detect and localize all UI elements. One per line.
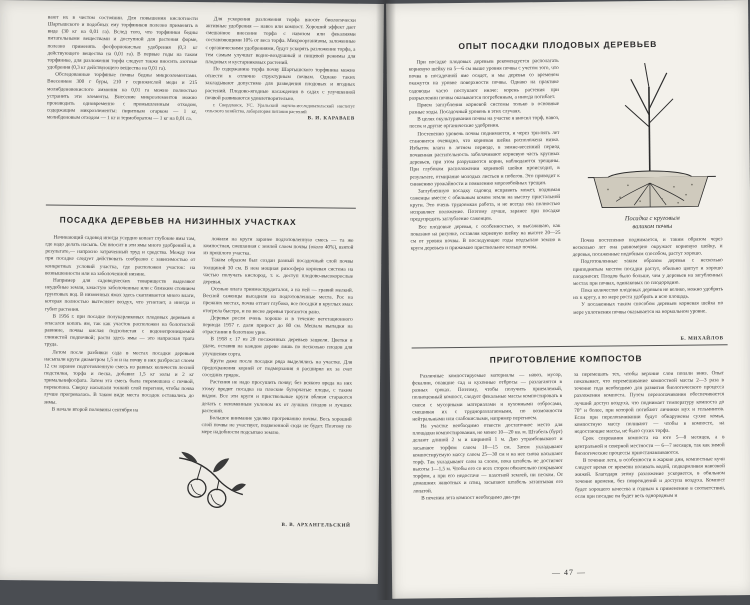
figure-caption: [584, 214, 720, 231]
article-signature: В. В. АРХАНГЕЛЬСКИЙ: [281, 522, 351, 529]
paragraph: вают их в чистом состоянии. Для повышения кислотности Шартышского и подобных ему торфяников полезно применять в виде (30 кг на 0,01 га). Вслед того, что торфяники бедны питательными веществами и доступной для растения форме, полезно применять фосфорнокислые удобрения (0,3 кг действующего вещества на 0,01 га). В первые годы на таком торфянике, для разложения торфа следует также вносить азотные удобрения (0,3 кг действующего вещества на 0,01 га).: [47, 14, 198, 72]
paragraph: Круги даже после посадки ряда выделялись на участке. Для предохранения корней от подмерзания я расширял их за счет соседних грядок.: [202, 357, 353, 379]
paragraph: ложили на круги заранее подготовленную смесь — та же компостная, смешанная с землей слоем почвы (около 40%), взятой из прошлого участка.: [203, 236, 354, 257]
paragraph: Срок созревания компоста на юге 5—8 месяцев, а в центральной и северной местности — 6—7 месяцев, так как зимой биологические процессы приостанавливаются.: [574, 434, 725, 457]
paragraph: При посадке плодовых деревьев рекомендуется располагать корневую шейку на 5—6 см выше уровня почвы с учетом того, что почва в посадочной яме осядет, и мы деревья со временем окажутся на уровне поверхности почвы. Однако на практике садоводы часто поступают иначе: корень растения при разрыхлении почвы оказывается погребенным, а иногда погибает.: [408, 57, 559, 102]
paragraph: Пока количество плодовых деревьев не велико, можно удобрять их к кругу, а по мере роста удобрять и всю площадь.: [573, 286, 724, 302]
paragraph: Например для садоводческих товариществ выделяют неудобные земли, зачастую заболоченные или с близким стоянием грунтовых вод. В низменных ямах здесь скапливается много влаги, которая полностью вытесняет воздух, что угнетает, а иногда и губит растения.: [44, 277, 196, 313]
paragraph: В целях окультуривания почвы на участке я вносил торф, навоз, песок и другие органические удобрения.: [409, 115, 560, 130]
section-divider: [46, 204, 356, 208]
paragraph: Подготовленные таким образом деревья с несколько приподнятым местом посадки растут, обильно цветут и хорошо плодоносят. Плодов было больше, чем у деревьев на загубленных местах при почвах, одинаковых по плодородию.: [572, 257, 723, 287]
paragraph: Постепенно уровень почвы поднимается, и через три-пять лет становится очевидно, что корневая шейка расположена низко. Избыток влаги в летнем периоде, в зимне-весенний период почвенная растительность заболачивают корневую часть крупных деревьев, при этом разрушаются корни, наблюдаются трещины. При глубоком расположении корневой шейки происходит, в результате, отмирание молодых листьев и побегов. Это приводит к снижению урожайности и появлению морозобойных трещин.: [409, 129, 560, 188]
paragraph: В течение лета, в особенности в жаркие дни, компостные кучи следует время от времени поливать водой, подкармливая навозной жижей. Благодаря этому разложение ускоряется, в обильном течение времени, без повреждений и доступа воздуха. Компост будет хорошего качества и годным к применению в соответствии, если при посадке он будет весь однородным и: [574, 456, 726, 500]
paragraph: В начале второй половины сентября на: [51, 406, 139, 414]
article-title: ПОСАДКА ДЕРЕВЬЕВ НА НИЗИННЫХ УЧАСТКАХ: [59, 214, 297, 228]
paragraph: Начинающий садовод иногда усердно копает глубокие ямы там, где надо делать насыпь. Он вносит в эти ямы много удобрений и, в результате,— напрасно затраченный труд и средства. Между тем при посадке следует действовать сообразно с зависимостью от конкретных условий участка, где расположен участок: на возвышенности или на заболоченной низине.: [45, 234, 196, 278]
article-signature: Б. МИХАЙЛОВ: [680, 336, 724, 342]
paragraph: На участке необходимо отвести достаточное место для площадки компостирования, не менее 10—20 кв. м. Штабель (бурт) делают длиной 2 м и шириной 1 м. Дно утрамбовывают и засыпают торфом слоем 10—15 см. Затем укладывают компостируемую массу слоем 25—30 см и на нее снова насыпают торф. Так укладывают слои за слоем, пока штабель не достигнет высоты 1—1,5 м. Чтобы его со всех сторон обязательно покрывают торфом, а при его недостаче — пахотной землей, ни песком. От домашних животных и птиц, засыпают штабель затаптывая его лопатой.: [412, 422, 564, 495]
paragraph: Прием заглубления корневой системы только в основные разные ходы. Посадочный уровень в этих случаях.: [409, 100, 560, 116]
paragraph: Большое внимание уделяю прогреванию почвы. Весь хороший слой почвы не участвует, подвезенной сюда не будет. Поэтому по мере надобности подсыпаю землю.: [201, 415, 352, 437]
apple-branch-illustration: [175, 450, 248, 513]
article-title: ОПЫТ ПОСАДКИ ПЛОДОВЫХ ДЕРЕВЬЕВ: [458, 38, 658, 52]
paragraph: Различные компостируемые материалы — навоз, мусор, фекалии, опавшие сад и кухонные отбросы — разлагаются в разных сроках. Поэтому, чтобы получить приемлемый, полноценный компост, следует фекальные массы компостировать в смеси с мусорными материалами и кухонными отбросами, смешивая их с трудноразлагаемыми, по возможности нейтральными или слабокислыми, например перегноем.: [411, 371, 563, 423]
article1-left-column: [409, 58, 562, 320]
article2-right-column: [574, 370, 726, 562]
article2-left-column: [412, 372, 564, 564]
paragraph: Осенью влага тринмоспрудитался, а на ней — гравий мелкий. Весной саженцы высадили на подготовленные места. Рос на прежних местах, почва оттает глубоко, все посадки в круглых ямах отогрела быстро, и по весне деревья трогаются рано.: [202, 286, 354, 315]
section-divider: [412, 344, 728, 348]
article-left-column: [42, 234, 195, 556]
paragraph: Все плодовые деревья, с особенностью, я высаживаю, как показано на рисунке, оставляя корневую шейку на высоте 20—25 см от уровня почвы. В последующие годы подсыпаю землю в круги деревьев и прижимаю приствольное кольцо почвы.: [410, 222, 561, 252]
paragraph: В 1956 г. при посадке полукарликовых плодовых деревьев я опасался копать ям, так как участок расположен на болотистой равнине, почвы кислая подзолистая с водонепроницаемой глинистой подпочвой; расти здесь ямы — это напрасная трата труда.: [44, 313, 195, 348]
paragraph: Для ускорения разложения торфа вносят биологически активные удобрения — навоз или компост. Хороший эффект дает смешанное внесение торфа с навозом или фекалиями составляющими 10% от веса торфа. Микроорганизмы, заложенные с органическими удобрениями, будут ускорять разложение торфа, а тем самым улучшат водно-воздушный и пищевой режимы для плодовых и кустарниковых растений.: [205, 16, 356, 66]
affiliation-note: г. Свердловск, УС. Уральский научно-исследовательский институт сельского хозяйства, лаборатория питания растений: [204, 102, 355, 115]
article-title: ПРИГОТОВЛЕНИЕ КОМПОСТОВ: [489, 353, 643, 365]
paragraph: По содержанию торфа почву Шартышского торфяника можно отнести к отлично структурным почвам. Однако таких закладывают допустимо для разведения плодовых и ягодных растений. Плодово-ягодные насаждения в садах с улучшенной почвой развиваются удовлетворительно.: [204, 66, 356, 102]
paragraph: Деревья росли очень хорошо и в течение вегетационного периода 1957 г. дали прирост до 80 см. Мешала выпадки на отрастании в болотном урне.: [202, 314, 353, 336]
paragraph: В печении лета компост необходимо два-три: [421, 494, 520, 502]
paragraph: У посаженных таким способом деревьев корневая шейка по мере уплотнения почвы оказывается на нормальном уровне.: [573, 300, 724, 316]
paragraph: за перемешать тех, чтобы верхние слои попали вниз. Опыт показывает, что перемешивание компостной массы 2—3 раза в течение года необходимо для развития биологического процесса разложения компоста. Путем перелопачивания обеспечивается лучший доступ воздуха, что поднимает температуру компоста до 70° и более, при которой погибают личинки мух и гельминтов. Если при перелопачивании будут обнаружены сухие комья, компостную массу поливают — чтобы в компосте, на недостающие массы, не было сухих торфа.: [573, 370, 725, 436]
article1-right-column: [572, 236, 723, 334]
paragraph: Летом после разбивки сада в местах посадки деревьев насыпали круги диаметром 1,5 м и на почву в них разбросал слоем 12 см заранее подготовленную смесь из равных количеств лесной подстилки, торфа и песка, добавил 1,5 кг золы и 2 кг тримальнифосфата. Затем эта смесь была перемешана с почвой, перекопана. Сверху насыпали тонкий слой перегноя, чтобы почва лучше прогревалась. В таком виде места посадок оставались до зимы.: [43, 349, 195, 406]
paragraph: Обследованные торфяные почвы бедны микроэлементами. Внесением 300 г буры, 210 г сернокислой меди и 215 молибденовокислого аммония на 0,01 га можно полностью устранить эти элементы. Внесение микроэлементов можно производить одновременно с промышленным отходом, содержащим микроэлементы: пиритным огарком — 1 кг, молибденовым отходом — 1 кг и термоборатом — 1 кг на 0,01 га.: [46, 71, 198, 123]
top-right-column: [204, 16, 356, 204]
page-number: — 47 —: [551, 567, 587, 578]
left-page: [0, 0, 384, 584]
tree-planting-illustration: [567, 56, 737, 218]
author-signature: В. И. КАРАВАЕВ: [307, 116, 355, 122]
paragraph: Почва постепенно поднимается, и таким образом через несколько лет она равномерно окружает корневую шейку, и деревья, посаженные подобным способом, растут хорошо.: [572, 236, 723, 259]
book-spine-gutter: [376, 0, 396, 600]
paragraph: Таким образом был создан разный посадочный слой почвы толщиной 30 см. В нем мощная ризосфера корневая система на частью получать кислород, т. к. доступ плодово-высокорослые деревья.: [203, 257, 354, 286]
paragraph: Растения не надо просушить почву; без всякого вреда на них этому вредит посадка на плоские бугорчатые плоды, с таким видом. Все эти круги и приствольные круги вблизи стараются делать с неизменным уклоном их от лучших плодов и лучших растений.: [201, 379, 353, 415]
article-right-column: [201, 236, 353, 460]
paragraph: Заглубленную посадку садовод исправить может, поднимая саженцы вместе с обильным комом земли на высоту пристальной круги. Это очень трудоемкая работа, и не всегда она полностью исправляет положение. Поэтому лучше, заранее при посадке предупредить заглубление саженцев.: [410, 186, 561, 223]
right-page: [386, 0, 750, 599]
paragraph: В 1958 г. 17 из 20 посаженных деревьев зацвели. Цветки в удаче, оставив на каждом дереве лишь по несколько плодов для улучшения сорта.: [202, 336, 353, 358]
top-left-column: [46, 15, 198, 203]
figure-caption-line: валиком почвы: [632, 222, 673, 231]
figure-caption-line: Посадка с круговым: [624, 214, 680, 223]
